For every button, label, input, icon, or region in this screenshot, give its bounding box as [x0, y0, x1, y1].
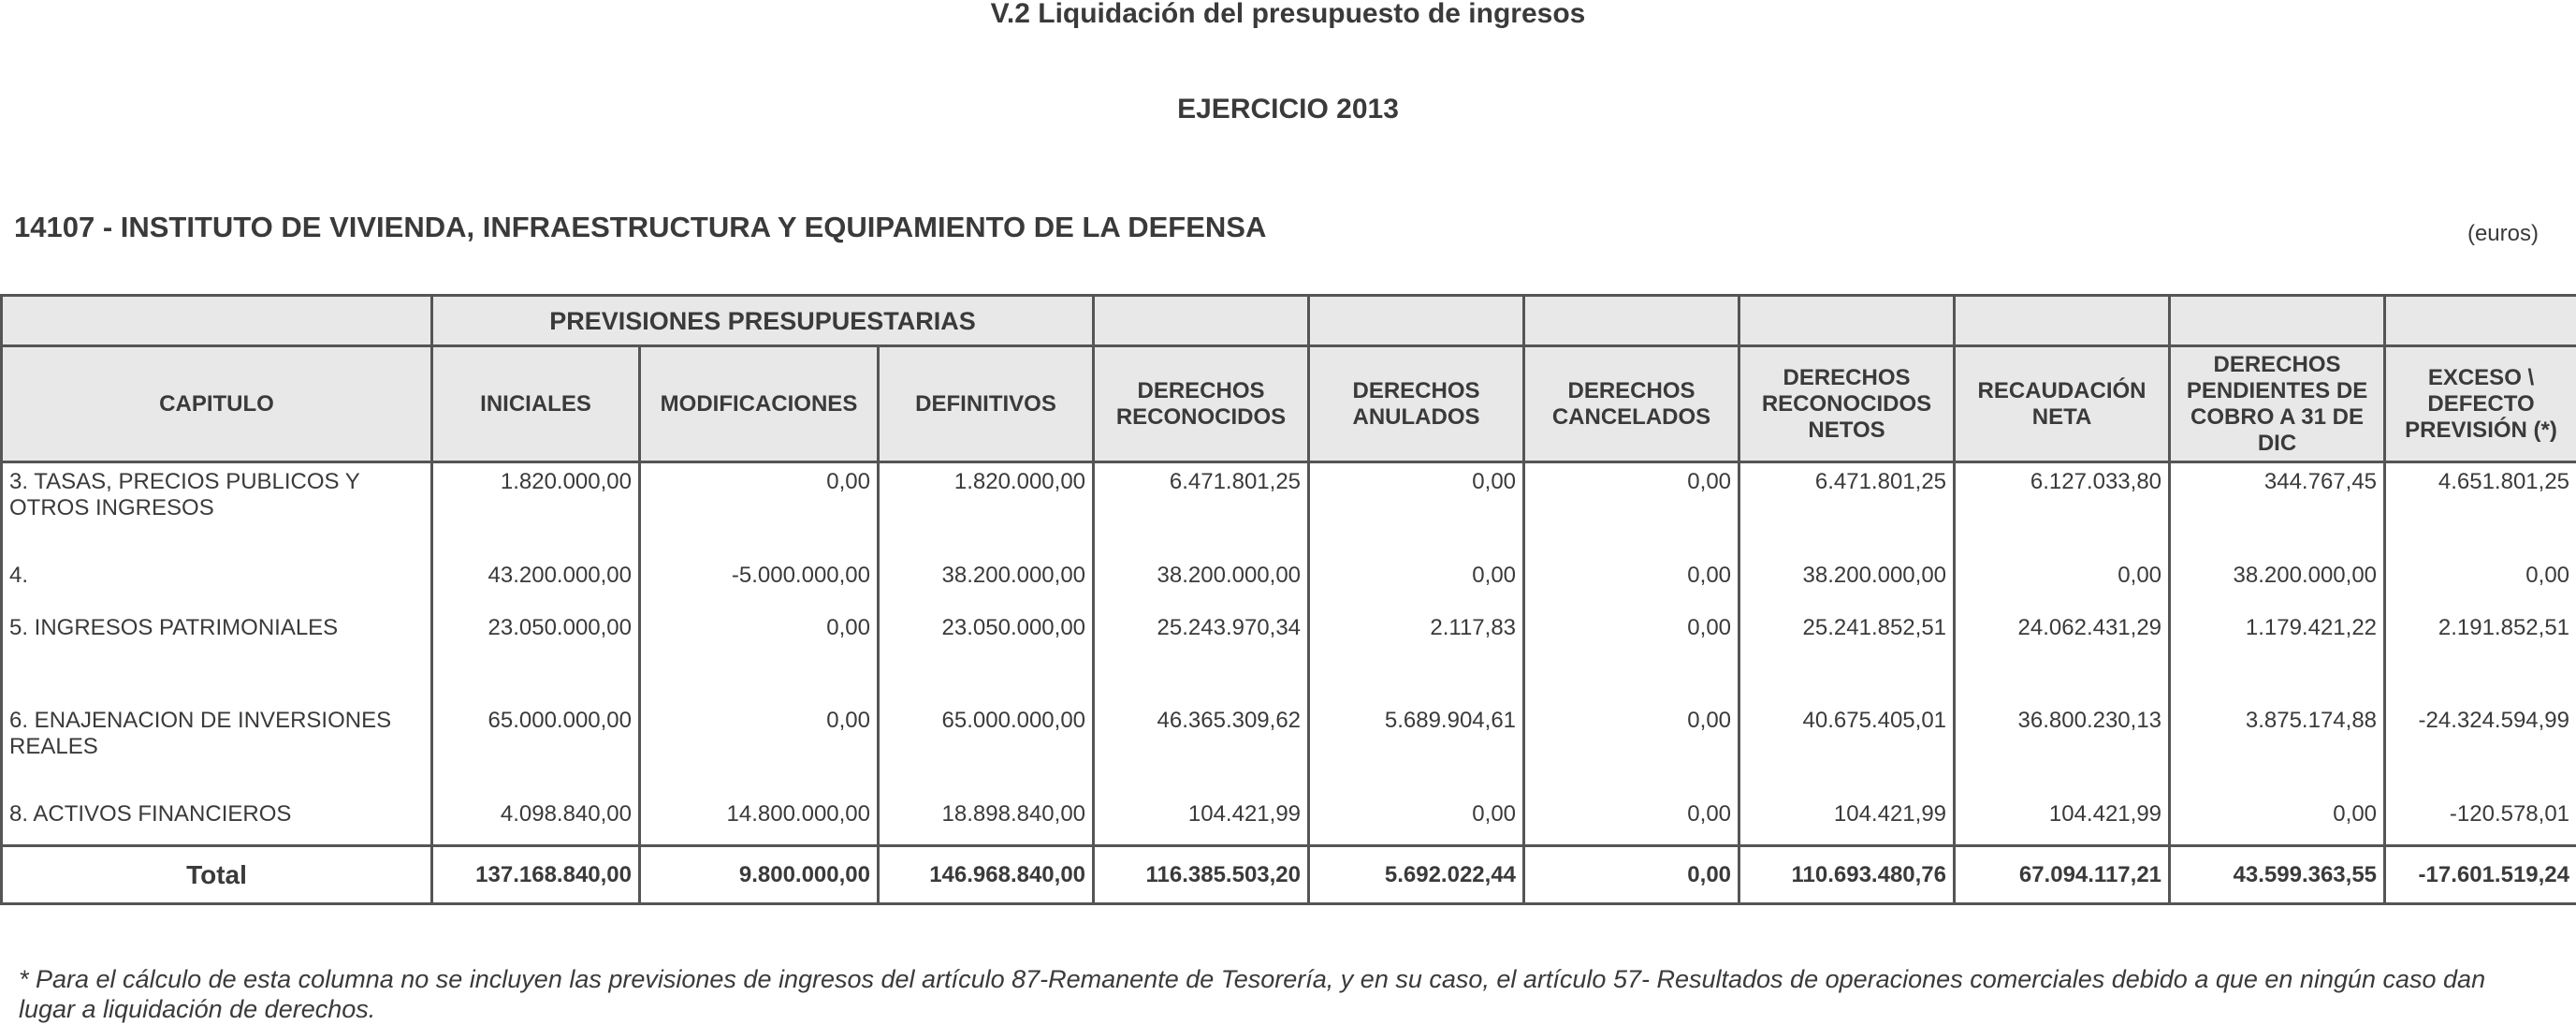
table-cell: 6.471.801,25 [1094, 462, 1309, 556]
table-cell: 0,00 [1955, 555, 2170, 608]
total-row [2, 846, 2576, 904]
table-cell: 46.365.309,62 [1094, 700, 1309, 794]
column-header: MODIFICACIONES [640, 346, 879, 462]
table-cell: -24.324.594,99 [2385, 700, 2576, 794]
table-cell: 0,00 [1524, 608, 1739, 700]
group-header-empty [1524, 296, 1739, 346]
table-row [2, 608, 2576, 700]
table-cell: 5. INGRESOS PATRIMONIALES [2, 608, 432, 700]
entity-heading: 14107 - INSTITUTO DE VIVIENDA, INFRAESTRUCTURA Y EQUIPAMIENTO DE LA DEFENSA [14, 211, 1267, 243]
table-row [2, 700, 2576, 794]
table-cell: 6.127.033,80 [1955, 462, 2170, 556]
table-cell: 14.800.000,00 [640, 794, 879, 846]
table-cell: 104.421,99 [1739, 794, 1955, 846]
table-row [2, 555, 2576, 608]
table-cell: 344.767,45 [2170, 462, 2385, 556]
table-cell: 65.000.000,00 [432, 700, 640, 794]
table-cell: 0,00 [2170, 794, 2385, 846]
table-cell: 8. ACTIVOS FINANCIEROS [2, 794, 432, 846]
total-cell: 116.385.503,20 [1094, 846, 1309, 904]
table-cell: 38.200.000,00 [879, 555, 1094, 608]
table-cell: 0,00 [1309, 555, 1524, 608]
total-cell: 110.693.480,76 [1739, 846, 1955, 904]
column-header: DERECHOS PENDIENTES DE COBRO A 31 DE DIC [2170, 346, 2385, 462]
total-label: Total [2, 846, 432, 904]
table-cell: 1.179.421,22 [2170, 608, 2385, 700]
group-header-empty [2385, 296, 2576, 346]
group-header-empty [1955, 296, 2170, 346]
table-cell: 38.200.000,00 [1739, 555, 1955, 608]
table-cell: 18.898.840,00 [879, 794, 1094, 846]
table-cell: 104.421,99 [1955, 794, 2170, 846]
table-cell: 23.050.000,00 [879, 608, 1094, 700]
table-cell: 1.820.000,00 [432, 462, 640, 556]
table-cell: 0,00 [1309, 794, 1524, 846]
table-cell: 36.800.230,13 [1955, 700, 2170, 794]
column-header: CAPITULO [2, 346, 432, 462]
table-cell: 0,00 [1524, 462, 1739, 556]
table-cell: 24.062.431,29 [1955, 608, 2170, 700]
table-cell: 0,00 [2385, 555, 2576, 608]
column-header: RECAUDACIÓN NETA [1955, 346, 2170, 462]
table-cell: 4.098.840,00 [432, 794, 640, 846]
total-cell: 67.094.117,21 [1955, 846, 2170, 904]
table-cell: 5.689.904,61 [1309, 700, 1524, 794]
table-cell: 0,00 [640, 462, 879, 556]
total-cell: 0,00 [1524, 846, 1739, 904]
total-cell: 9.800.000,00 [640, 846, 879, 904]
total-cell: 146.968.840,00 [879, 846, 1094, 904]
column-header: EXCESO \ DEFECTO PREVISIÓN (*) [2385, 346, 2576, 462]
table-cell: 2.117,83 [1309, 608, 1524, 700]
table-cell: 0,00 [1524, 700, 1739, 794]
group-header-previsiones: PREVISIONES PRESUPUESTARIAS [432, 296, 1094, 346]
group-header-row [2, 296, 2576, 346]
table-cell: 104.421,99 [1094, 794, 1309, 846]
table-cell: 43.200.000,00 [432, 555, 640, 608]
table-cell: 2.191.852,51 [2385, 608, 2576, 700]
column-header: DERECHOS RECONOCIDOS [1094, 346, 1309, 462]
table-cell: 65.000.000,00 [879, 700, 1094, 794]
footnote: * Para el cálculo de esta columna no se incluyen las previsiones de ingresos del artículo 87-Remanente de Tesorería, y en su caso, el artículo 57- Resultados de operaciones comerciales debido a que en ningún caso dan lugar a liquidación de derechos. [19, 965, 2486, 1023]
total-cell: 43.599.363,55 [2170, 846, 2385, 904]
budget-table [0, 294, 2576, 905]
table-cell: 6. ENAJENACION DE INVERSIONES REALES [2, 700, 432, 794]
column-header: DEFINITIVOS [879, 346, 1094, 462]
table-cell: 25.241.852,51 [1739, 608, 1955, 700]
fiscal-year-heading: EJERCICIO 2013 [1177, 94, 1399, 124]
units-label: (euros) [2467, 221, 2539, 246]
table-cell: -120.578,01 [2385, 794, 2576, 846]
group-header-empty [1094, 296, 1309, 346]
table-row [2, 462, 2576, 556]
group-header-empty [1309, 296, 1524, 346]
table-cell: 38.200.000,00 [1094, 555, 1309, 608]
table-cell: 4.651.801,25 [2385, 462, 2576, 556]
column-header: DERECHOS RECONOCIDOS NETOS [1739, 346, 1955, 462]
page-title: V.2 Liquidación del presupuesto de ingresos [990, 0, 1586, 29]
column-header: INICIALES [432, 346, 640, 462]
group-header-empty [1739, 296, 1955, 346]
table-cell: 4. [2, 555, 432, 608]
table-cell: 0,00 [1524, 794, 1739, 846]
table-cell: 0,00 [640, 700, 879, 794]
table-cell: 38.200.000,00 [2170, 555, 2385, 608]
table-cell: 3.875.174,88 [2170, 700, 2385, 794]
group-header-empty [2170, 296, 2385, 346]
table-cell: 0,00 [1309, 462, 1524, 556]
column-header: DERECHOS ANULADOS [1309, 346, 1524, 462]
table-cell: 3. TASAS, PRECIOS PUBLICOS Y OTROS INGRESOS [2, 462, 432, 556]
table-cell: 0,00 [1524, 555, 1739, 608]
group-header-empty [2, 296, 432, 346]
table-cell: 40.675.405,01 [1739, 700, 1955, 794]
total-cell: 137.168.840,00 [432, 846, 640, 904]
table-cell: 0,00 [640, 608, 879, 700]
total-cell: 5.692.022,44 [1309, 846, 1524, 904]
table-cell: -5.000.000,00 [640, 555, 879, 608]
table-cell: 23.050.000,00 [432, 608, 640, 700]
table-cell: 6.471.801,25 [1739, 462, 1955, 556]
total-cell: -17.601.519,24 [2385, 846, 2576, 904]
table-cell: 1.820.000,00 [879, 462, 1094, 556]
column-header-row [2, 346, 2576, 462]
table-cell: 25.243.970,34 [1094, 608, 1309, 700]
table-row [2, 794, 2576, 846]
column-header: DERECHOS CANCELADOS [1524, 346, 1739, 462]
